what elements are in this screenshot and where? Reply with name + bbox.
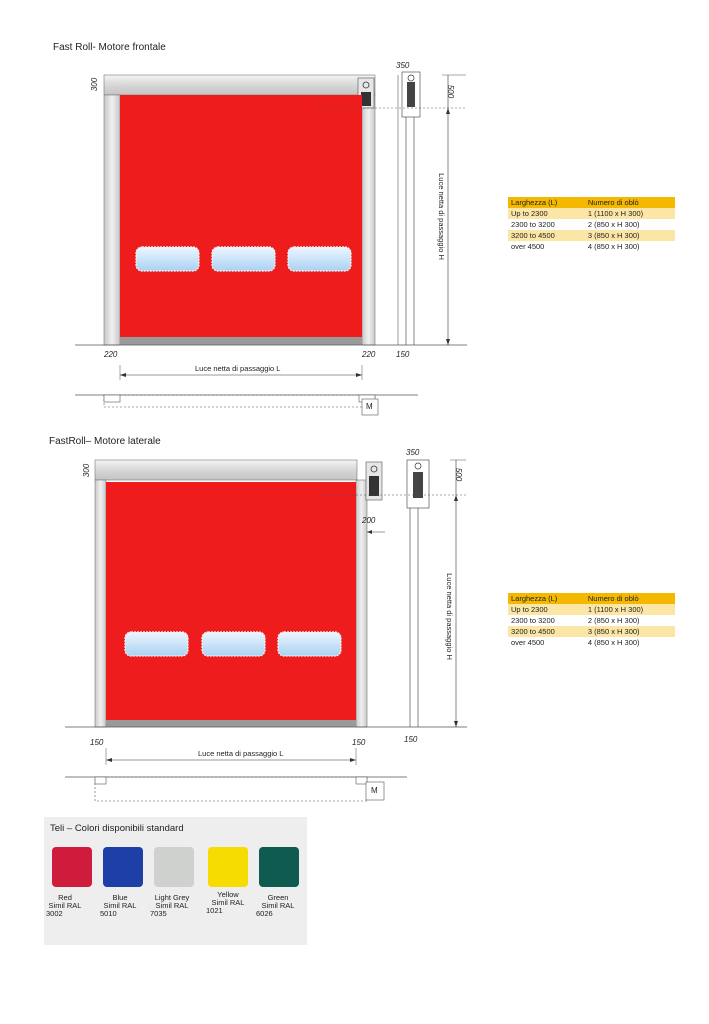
dim-side-bottom-2: 150 (404, 735, 418, 744)
dim-height-top: 500 (446, 84, 456, 99)
section-title-lateral: FastRoll– Motore laterale (49, 436, 161, 447)
swatch-label-light-grey: Light Grey Simil RAL 7035 (150, 893, 190, 918)
header-width: Larghezza (L) (508, 197, 585, 208)
dim-side-right: 220 (362, 350, 376, 359)
window-1 (136, 247, 199, 271)
table-cell: 3200 to 4500 (508, 626, 585, 637)
spec-table-lateral (508, 593, 675, 648)
table-cell: 2300 to 3200 (508, 219, 585, 230)
motor-label-2: M (371, 786, 378, 795)
table-cell: Up to 2300 (508, 208, 585, 219)
table-cell: 4 (850 x H 300) (585, 637, 675, 648)
dim-top-height: 300 (90, 77, 100, 92)
dim-side-left-2: 150 (90, 738, 104, 747)
label-luce-l-2: Luce netta di passaggio L (198, 749, 284, 758)
dim-depth: 350 (396, 61, 410, 70)
top-header-box (104, 75, 375, 95)
table-cell: 1 (1100 x H 300) (585, 604, 675, 615)
dim-side-gap-2: 200 (362, 516, 376, 525)
motor-body (361, 92, 371, 106)
swatch-yellow (208, 847, 248, 887)
door-curtain (120, 95, 362, 337)
dim-side-left: 220 (104, 350, 118, 359)
label-luce-l: Luce netta di passaggio L (195, 364, 281, 373)
left-post (104, 95, 120, 345)
dim-height-top-2: 500 (454, 467, 464, 482)
dim-top-height-2: 300 (82, 463, 92, 478)
table-cell: 2 (850 x H 300) (585, 219, 675, 230)
right-post (362, 95, 375, 345)
table-cell: 3200 to 4500 (508, 230, 585, 241)
header-windows: Numero di oblò (585, 593, 675, 604)
table-cell: 2300 to 3200 (508, 615, 585, 626)
section-title-frontal: Fast Roll- Motore frontale (53, 42, 166, 53)
swatch-red (52, 847, 92, 887)
label-luce-h: Luce netta di passaggio H (436, 173, 446, 260)
swatch-label-red: Red Simil RAL 3002 (46, 893, 82, 918)
swatch-blue (103, 847, 143, 887)
bottom-bar (120, 337, 362, 345)
spec-table-frontal (508, 197, 675, 252)
header-width: Larghezza (L) (508, 593, 585, 604)
table-cell: 3 (850 x H 300) (585, 230, 675, 241)
swatch-green (259, 847, 299, 887)
dim-side-right-2: 150 (352, 738, 366, 747)
swatch-label-green: Green Simil RAL 6026 (256, 893, 295, 918)
header-windows: Numero di oblò (585, 197, 675, 208)
table-cell: 2 (850 x H 300) (585, 615, 675, 626)
motor-label: M (366, 402, 373, 411)
table-cell: over 4500 (508, 637, 585, 648)
table-cell: 4 (850 x H 300) (585, 241, 675, 252)
swatch-light-grey (154, 847, 194, 887)
dim-depth-2: 350 (406, 448, 420, 457)
window-3 (288, 247, 351, 271)
dim-side-bottom: 150 (396, 350, 410, 359)
table-cell: Up to 2300 (508, 604, 585, 615)
table-cell: over 4500 (508, 241, 585, 252)
colors-panel (44, 817, 307, 945)
colors-title: Teli – Colori disponibili standard (50, 823, 184, 834)
swatch-label-yellow: Yellow Simil RAL 1021 (206, 890, 245, 915)
table-cell: 1 (1100 x H 300) (585, 208, 675, 219)
table-cell: 3 (850 x H 300) (585, 626, 675, 637)
window-2 (212, 247, 275, 271)
swatch-label-blue: Blue Simil RAL 5010 (100, 893, 137, 918)
label-luce-h-2: Luce netta di passaggio H (444, 573, 454, 660)
